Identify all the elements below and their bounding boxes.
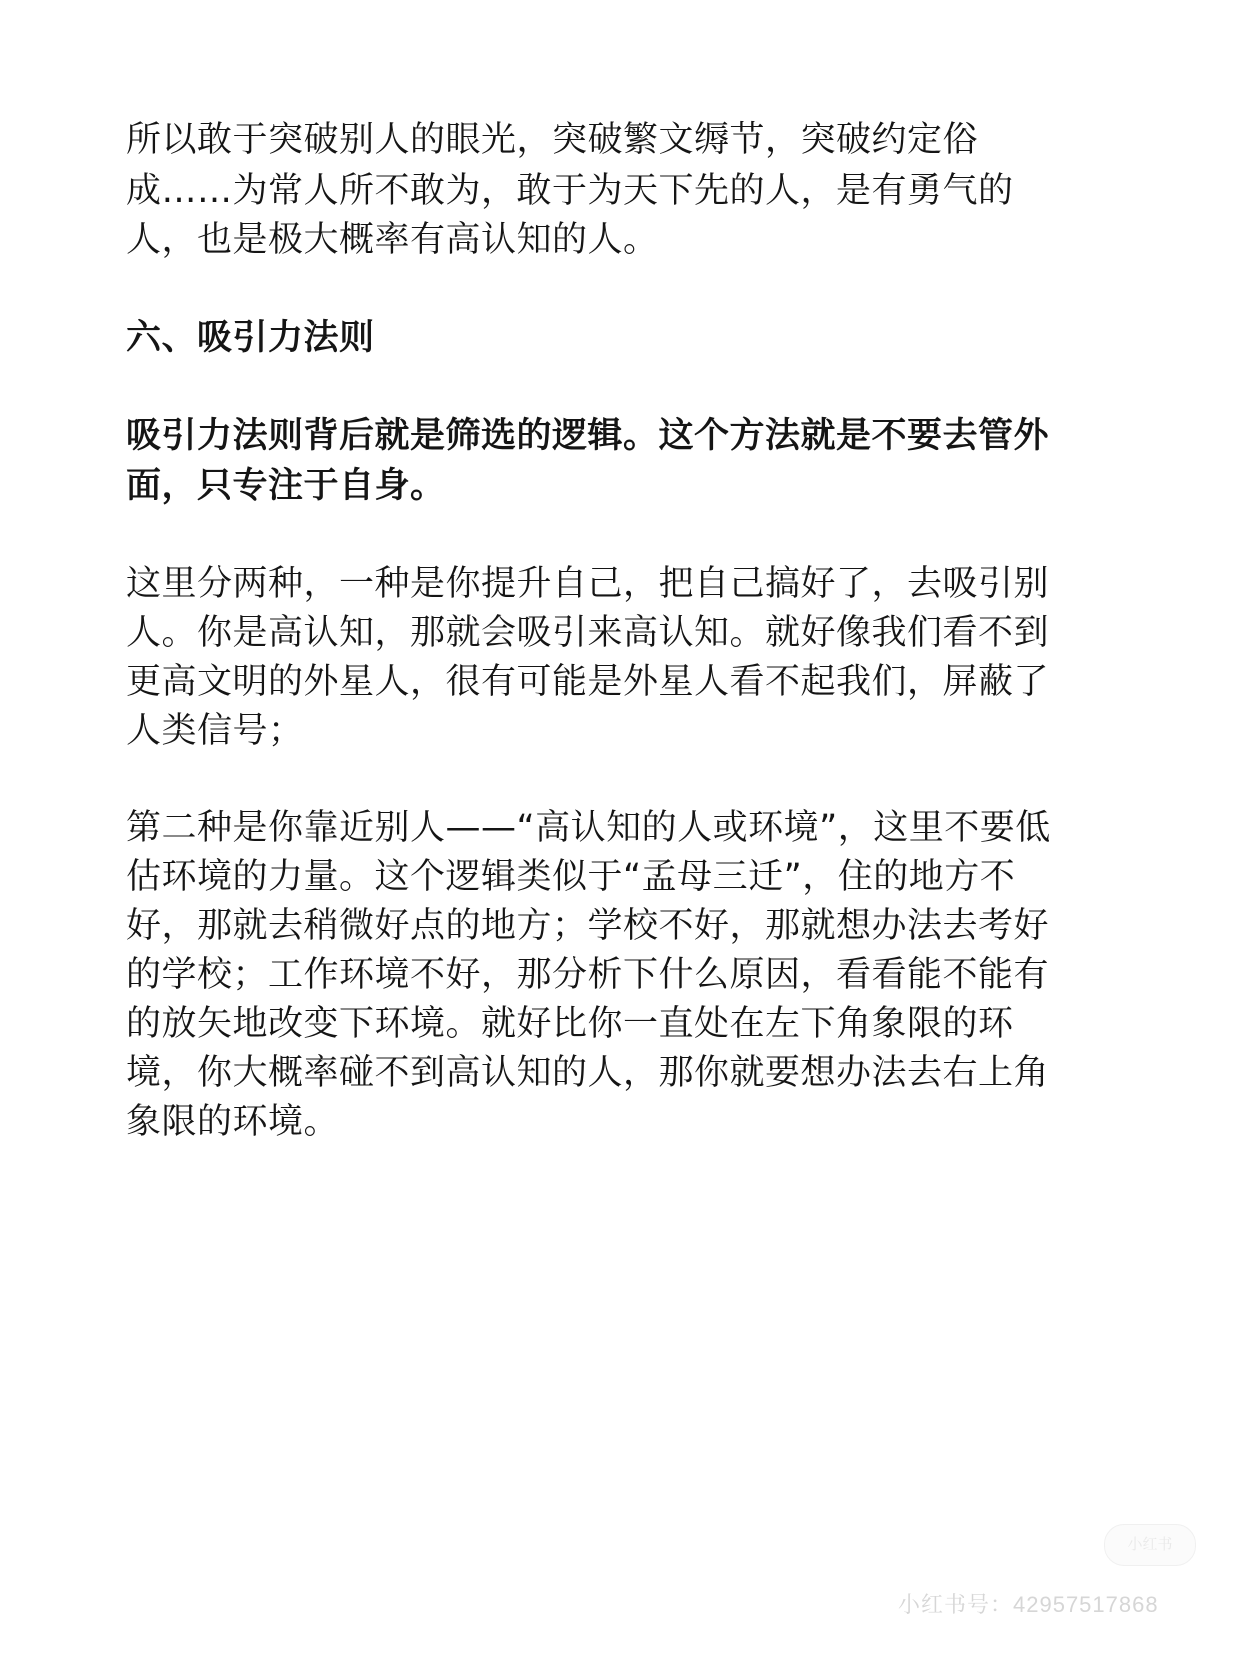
paragraph-4-line-2: 估环境的力量。这个逻辑类似于“孟母三迁”，住的地方不 bbox=[126, 857, 1016, 897]
paragraph-4-line-7: 象限的环境。 bbox=[126, 1102, 340, 1142]
paragraph-4-line-6: 境，你大概率碰不到高认知的人，那你就要想办法去右上角 bbox=[126, 1053, 1050, 1093]
paragraph-3-line-1: 这里分两种，一种是你提升自己，把自己搞好了，去吸引别 bbox=[126, 564, 1050, 604]
paragraph-4-line-1: 第二种是你靠近别人——“高认知的人或环境”，这里不要低 bbox=[126, 808, 1051, 848]
watermark-account-id: 小红书号：42957517868 bbox=[898, 1592, 1159, 1617]
paragraph-1-line-2: 成……为常人所不敢为，敢于为天下先的人，是有勇气的 bbox=[126, 171, 1014, 211]
paragraph-1-line-3: 人，也是极大概率有高认知的人。 bbox=[126, 220, 659, 260]
paragraph-4-line-5: 的放矢地改变下环境。就好比你一直处在左下角象限的环 bbox=[126, 1004, 1014, 1044]
paragraph-3-line-4: 人类信号； bbox=[126, 711, 304, 751]
paragraph-4-line-4: 的学校；工作环境不好，那分析下什么原因，看看能不能有 bbox=[126, 955, 1050, 995]
paragraph-2-line-2: 面，只专注于自身。 bbox=[126, 466, 446, 506]
paragraph-3-line-2: 人。你是高认知，那就会吸引来高认知。就好像我们看不到 bbox=[126, 613, 1050, 653]
paragraph-3-line-3: 更高文明的外星人，很有可能是外星人看不起我们，屏蔽了 bbox=[126, 662, 1050, 702]
section-heading: 六、吸引力法则 bbox=[126, 318, 375, 358]
paragraph-4-line-3: 好，那就去稍微好点的地方；学校不好，那就想办法去考好 bbox=[126, 906, 1050, 946]
paragraph-1-line-1: 所以敢于突破别人的眼光，突破繁文缛节，突破约定俗 bbox=[126, 120, 979, 160]
watermark-logo: 小红书 bbox=[1104, 1524, 1196, 1566]
paragraph-2-line-1: 吸引力法则背后就是筛选的逻辑。这个方法就是不要去管外 bbox=[126, 416, 1050, 456]
